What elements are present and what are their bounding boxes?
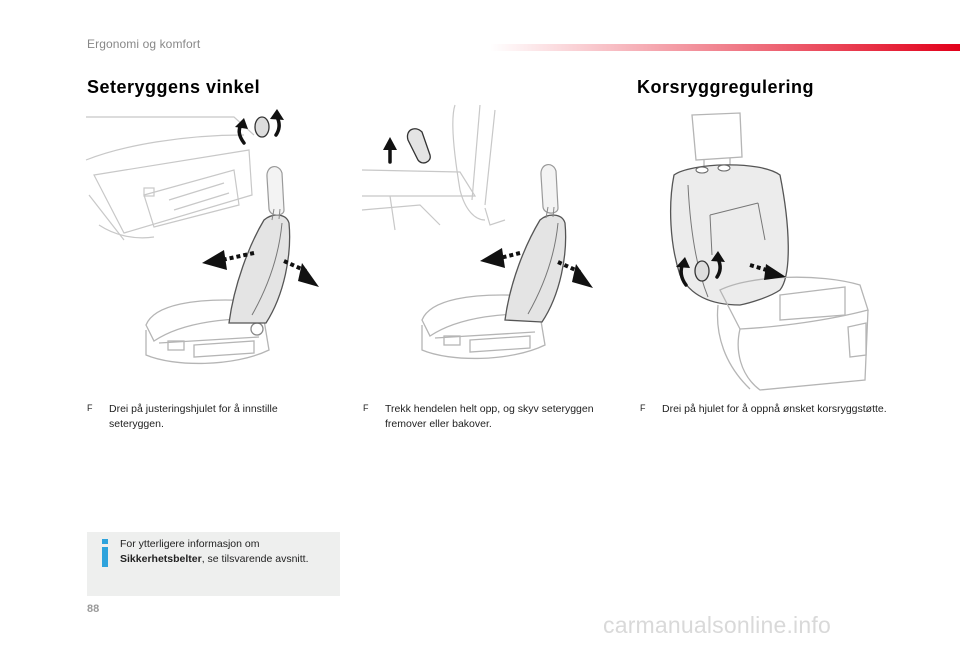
info-text-part: , se tilsvarende avsnitt. [201, 553, 309, 565]
info-icon [98, 539, 112, 567]
step-text: Drei på justeringshjulet for å innstille seteryggen. [109, 403, 278, 430]
step-text: Drei på hjulet for å oppnå ønsket korsryggstøtte. [662, 403, 887, 415]
info-box [87, 532, 340, 596]
section-title-lumbar: Korsryggregulering [637, 77, 815, 97]
section-header: Ergonomi og komfort [87, 37, 201, 51]
info-text-part: For ytterligere informasjon om [120, 538, 260, 550]
step-bullet: F [87, 403, 93, 413]
step-bullet: F [363, 403, 369, 413]
step-text: Trekk hendelen helt opp, og skyv seteryggen fremover eller bakover. [385, 403, 594, 430]
step-bullet: F [640, 403, 646, 413]
illustration-lumbar-wheel [630, 105, 880, 397]
step-lumbar-wheel [640, 402, 887, 417]
page-number: 88 [87, 603, 100, 615]
info-link-seatbelts: Sikkerhetsbelter [120, 553, 202, 565]
step-backrest-lever [363, 402, 610, 432]
info-text [120, 537, 332, 567]
step-backrest-handwheel [87, 402, 334, 432]
illustration-backrest-handwheel [84, 105, 334, 370]
header-accent-bar [490, 44, 960, 51]
section-title-backrest-angle: Seteryggens vinkel [87, 77, 261, 97]
illustration-backrest-lever [360, 100, 605, 370]
watermark: carmanualsonline.info [603, 612, 831, 638]
